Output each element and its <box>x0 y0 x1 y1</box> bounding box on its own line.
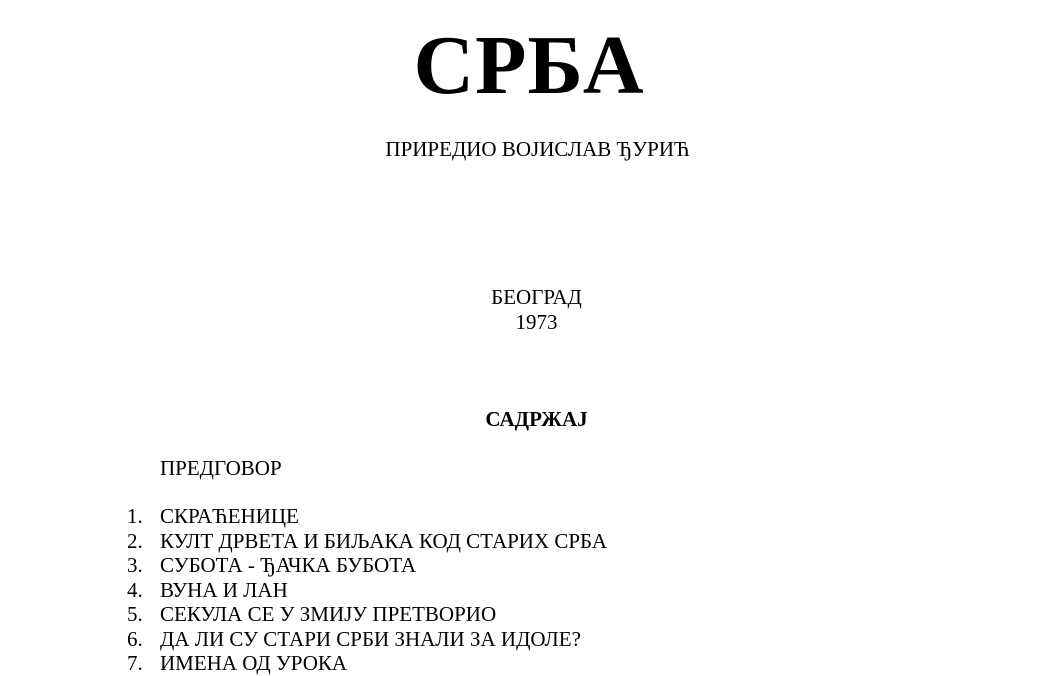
toc-item <box>120 578 607 603</box>
toc-item <box>120 529 607 554</box>
toc-item-number: 2. <box>127 528 143 553</box>
toc-item-number: 7. <box>127 651 143 675</box>
toc-item-number: 3. <box>127 553 143 577</box>
publication-year: 1973 <box>515 310 558 334</box>
toc-item-number: 6. <box>127 626 143 651</box>
document-title: СРБА <box>413 19 645 112</box>
toc-item-number: 1. <box>127 504 143 528</box>
toc-item-number: 5. <box>127 602 143 626</box>
toc-item-title: СЕКУЛА СЕ У ЗМИЈУ ПРЕТВОРИО <box>160 602 497 626</box>
editor-line: ПРИРЕДИО ВОЈИСЛАВ ЂУРИЋ <box>385 137 690 161</box>
toc-item-title: КУЛТ ДРВЕТА И БИЉАКА КОД СТАРИХ СРБА <box>160 528 608 553</box>
toc-item-title: ИМЕНА ОД УРОКА <box>160 651 348 675</box>
toc-item-title: СКРАЋЕНИЦЕ <box>160 504 299 528</box>
toc-item <box>120 651 607 676</box>
toc-item <box>120 504 607 529</box>
toc-item <box>120 627 607 652</box>
toc-item-title: СУБОТА - ЂАЧКА БУБОТА <box>160 553 417 577</box>
table-of-contents <box>120 504 607 676</box>
preface-entry: ПРЕДГОВОР <box>160 456 282 480</box>
toc-item-title: ВУНА И ЛАН <box>160 577 288 602</box>
contents-heading: САДРЖАЈ <box>485 407 588 431</box>
toc-item <box>120 553 607 578</box>
toc-item <box>120 602 607 627</box>
toc-item-number: 4. <box>127 577 143 602</box>
publication-place: БЕОГРАД <box>491 285 582 309</box>
toc-item-title: ДА ЛИ СУ СТАРИ СРБИ ЗНАЛИ ЗА ИДОЛЕ? <box>160 626 581 651</box>
